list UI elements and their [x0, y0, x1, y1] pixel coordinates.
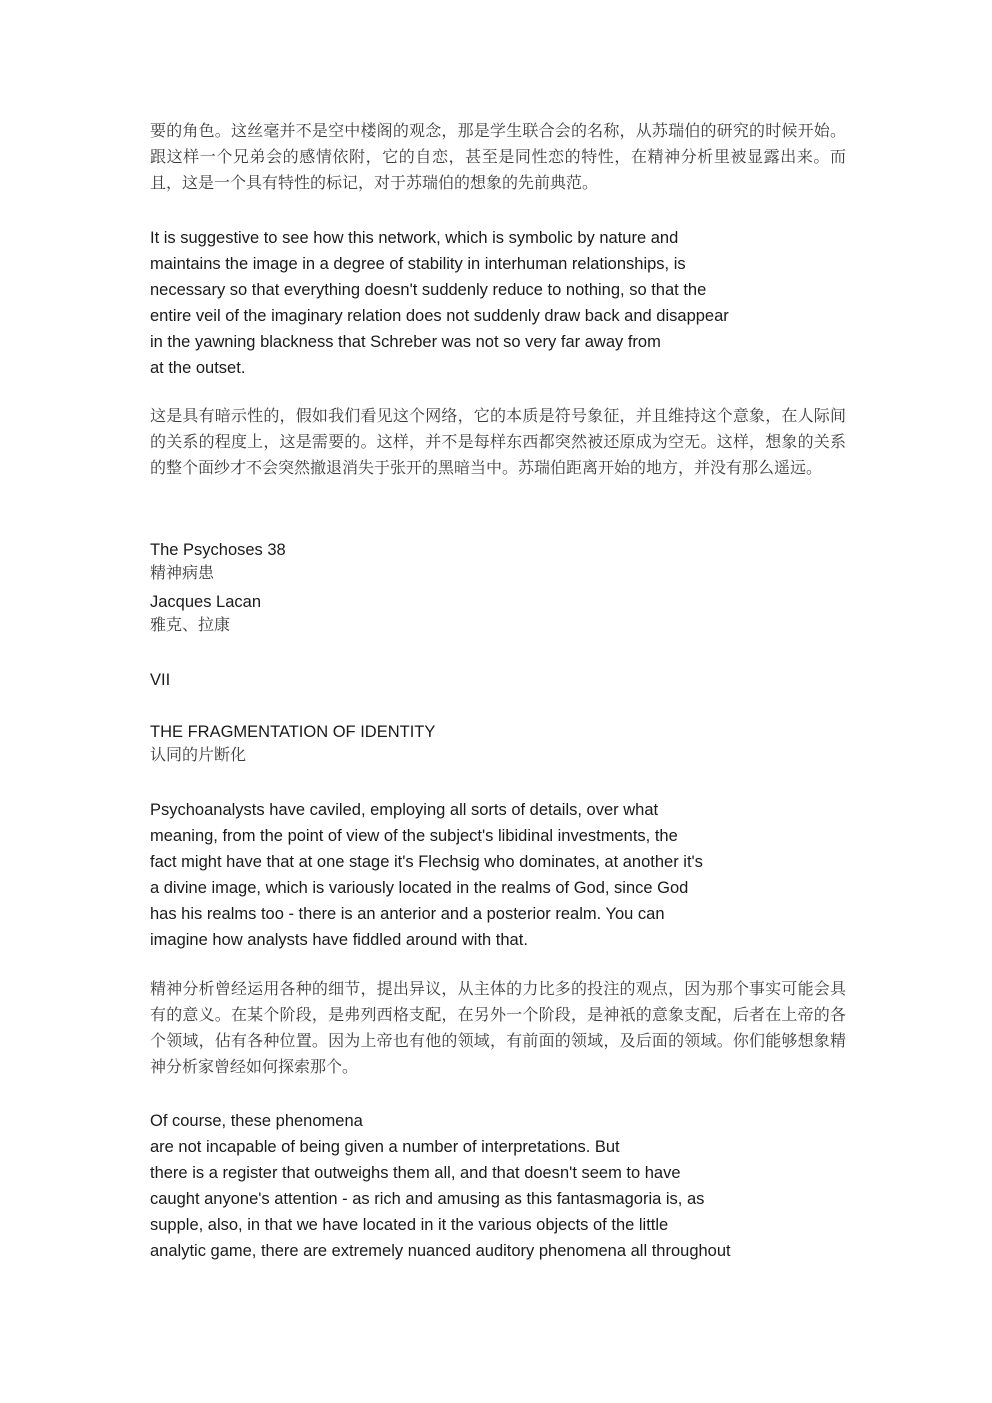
english-paragraph [150, 797, 850, 953]
english-paragraph [150, 225, 850, 381]
text-line: a divine image, which is variously located in the realms of God, since God [150, 879, 689, 897]
chinese-paragraph: 要的角色。这丝毫并不是空中楼阁的观念，那是学生联合会的名称，从苏瑞伯的研究的时候开始。跟这样一个兄弟会的感情依附，它的自恋，甚至是同性恋的特性，在精神分析里被显露出来。而且，这是一个具有特性的标记，对于苏瑞伯的想象的先前典范。 [150, 121, 846, 192]
text-line: in the yawning blackness that Schreber was not so very far away from [150, 333, 661, 351]
chinese-paragraph: 这是具有暗示性的，假如我们看见这个网络，它的本质是符号象征，并且维持这个意象，在人际间的关系的程度上，这是需要的。这样，并不是每样东西都突然被还原成为空无。这样，想象的关系的整个面纱才不会突然撤退消失于张开的黑暗当中。苏瑞伯距离开始的地方，并没有那么遥远。 [150, 406, 846, 477]
author-name-chinese: 雅克、拉康 [150, 615, 231, 634]
text-line: there is a register that outweighs them all, and that doesn't seem to have [150, 1164, 681, 1182]
text-line: supple, also, in that we have located in it the various objects of the little [150, 1216, 669, 1234]
text-line: Psychoanalysts have caviled, employing all sorts of details, over what [150, 801, 659, 819]
book-title: The Psychoses 38 [150, 541, 286, 559]
text-line: at the outset. [150, 359, 246, 377]
chinese-paragraph: 精神分析曾经运用各种的细节，提出异议，从主体的力比多的投注的观点，因为那个事实可能会具有的意义。在某个阶段，是弗列西格支配，在另外一个阶段，是神祇的意象支配，后者在上帝的各个领域，佔有各种位置。因为上帝也有他的领域，有前面的领域，及后面的领域。你们能够想象精神分析家曾经如何探索那个。 [150, 979, 846, 1076]
text-line: imagine how analysts have fiddled around with that. [150, 931, 528, 949]
text-line: maintains the image in a degree of stability in interhuman relationships, is [150, 255, 686, 273]
text-line: caught anyone's attention - as rich and amusing as this fantasmagoria is, as [150, 1190, 705, 1208]
chapter-title: THE FRAGMENTATION OF IDENTITY [150, 723, 436, 741]
text-line: analytic game, there are extremely nuanced auditory phenomena all throughout [150, 1242, 731, 1260]
text-line: meaning, from the point of view of the subject's libidinal investments, the [150, 827, 678, 845]
chapter-title-chinese: 认同的片断化 [150, 745, 247, 764]
text-line: entire veil of the imaginary relation does not suddenly draw back and disappear [150, 307, 729, 325]
text-line: It is suggestive to see how this network, which is symbolic by nature and [150, 229, 679, 247]
text-line: fact might have that at one stage it's Flechsig who dominates, at another it's [150, 853, 703, 871]
english-paragraph [150, 1108, 850, 1264]
author-name: Jacques Lacan [150, 593, 261, 611]
text-line: are not incapable of being given a number of interpretations. But [150, 1138, 620, 1156]
book-title-chinese: 精神病患 [150, 563, 215, 582]
text-line: necessary so that everything doesn't suddenly reduce to nothing, so that the [150, 281, 707, 299]
text-line: has his realms too - there is an anterior and a posterior realm. You can [150, 905, 665, 923]
chapter-number: VII [150, 671, 171, 689]
text-line: Of course, these phenomena [150, 1112, 363, 1130]
